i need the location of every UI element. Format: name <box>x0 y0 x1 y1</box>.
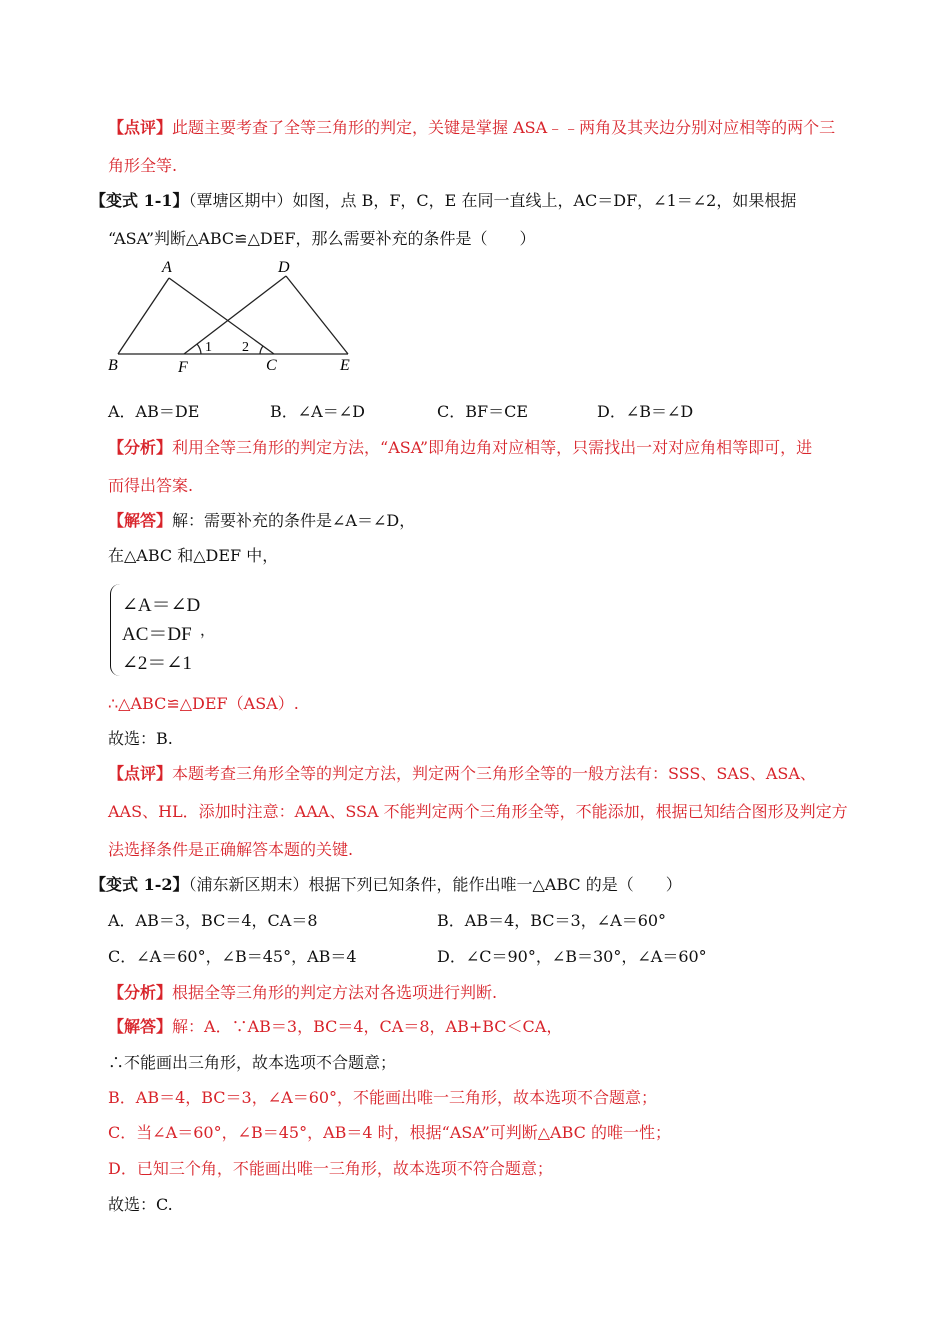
angle-1-label: 1 <box>205 340 212 355</box>
variant-1-2-question-line-1 <box>90 874 682 896</box>
variant-1-1-question-line-1 <box>90 190 796 212</box>
review-text: 本题考查三角形全等的判定方法，判定两个三角形全等的一般方法有：SSS、SAS、ASA、 <box>172 764 816 783</box>
equation-1: ∠A＝∠D <box>122 595 201 616</box>
answer-2-line-4: C．当∠A＝60°，∠B＝45°，AB＝4 时，根据“ASA”可判断△ABC 的唯一性； <box>108 1123 671 1142</box>
answer-text: 解：A．∵AB＝3，BC＝4，CA＝8，AB+BC＜CA， <box>172 1017 563 1036</box>
option-d: D．∠B＝∠D <box>597 402 694 421</box>
analysis-line-2: 而得出答案. <box>108 476 194 495</box>
label-B: B <box>108 357 118 374</box>
option-b: B．∠A＝∠D <box>270 402 365 421</box>
analysis-tag: 【分析】 <box>108 983 173 1002</box>
review-tag: 【点评】 <box>108 118 173 137</box>
option-c-2: C．∠A＝60°，∠B＝45°，AB＝4 <box>108 947 357 966</box>
choice-line-2: 故选：C. <box>108 1195 173 1214</box>
choice-line: 故选：B. <box>108 729 173 748</box>
review-2-line-1 <box>108 763 816 785</box>
option-c: C．BF＝CE <box>437 402 529 421</box>
analysis-2-line-1 <box>108 982 497 1004</box>
answer-tag: 【解答】 <box>108 511 173 530</box>
variant-tag: 【变式 1-2】 <box>90 875 189 894</box>
label-A: A <box>162 259 172 276</box>
variant-tag: 【变式 1-1】 <box>90 191 189 210</box>
option-b-2: B．AB＝4，BC＝3，∠A＝60° <box>437 911 667 930</box>
label-D: D <box>278 259 290 276</box>
triangle-figure <box>102 256 362 376</box>
line-segment-FD <box>184 276 286 354</box>
answer-2-line-3: B．AB＝4，BC＝3，∠A＝60°，不能画出唯一三角形，故本选项不合题意； <box>108 1088 658 1107</box>
review-tag: 【点评】 <box>108 764 173 783</box>
equation-2: AC＝DF <box>122 624 192 645</box>
conclusion-line: ∴△ABC≌△DEF（ASA）. <box>108 694 299 713</box>
review-text: 此题主要考查了全等三角形的判定，关键是掌握 ASA﹣﹣两角及其夹边分别对应相等的两个三 <box>172 118 836 137</box>
line-segment-DE <box>286 276 348 354</box>
line-segment-BA <box>118 278 169 354</box>
equation-comma: ， <box>200 623 216 639</box>
answer-2-line-2: ∴不能画出三角形，故本选项不合题意； <box>108 1053 397 1072</box>
analysis-tag: 【分析】 <box>108 438 173 457</box>
analysis-text: 利用全等三角形的判定方法，“ASA”即角边角对应相等，只需找出一对对应角相等即可，进 <box>172 438 813 457</box>
review-1-line-2: 角形全等. <box>108 156 178 175</box>
angle-2-label: 2 <box>242 340 249 355</box>
analysis-text: 根据全等三角形的判定方法对各选项进行判断. <box>172 983 498 1002</box>
analysis-line-1 <box>108 437 812 459</box>
equation-3: ∠2＝∠1 <box>122 653 192 674</box>
answer-2-line-5: D．已知三个角，不能画出唯一三角形，故本选项不符合题意； <box>108 1159 553 1178</box>
question-text: （浦东新区期末）根据下列已知条件，能作出唯一△ABC 的是（ ） <box>188 875 682 894</box>
label-E: E <box>340 357 350 374</box>
option-a-2: A．AB＝3，BC＝4，CA＝8 <box>108 911 318 930</box>
label-F: F <box>178 359 188 376</box>
variant-1-1-question-line-2: “ASA”判断△ABC≌△DEF，那么需要补充的条件是（ ） <box>108 229 536 248</box>
answer-line-2: 在△ABC 和△DEF 中， <box>108 546 279 565</box>
review-1-line-1 <box>108 117 835 139</box>
answer-line-1 <box>108 510 415 532</box>
review-2-line-2: AAS、HL．添加时注意：AAA、SSA 不能判定两个三角形全等，不能添加，根据已知结合图形及判定方 <box>108 802 848 821</box>
option-d-2: D．∠C＝90°，∠B＝30°，∠A＝60° <box>437 947 707 966</box>
option-a: A．AB＝DE <box>108 402 200 421</box>
answer-2-line-1 <box>108 1016 562 1038</box>
answer-tag: 【解答】 <box>108 1017 173 1036</box>
line-segment-AC <box>169 278 274 354</box>
equation-brace <box>110 584 121 676</box>
question-text: （覃塘区期中）如图，点 B，F，C，E 在同一直线上，AC＝DF，∠1＝∠2，如果根据 <box>188 191 797 210</box>
answer-text: 解：需要补充的条件是∠A＝∠D， <box>172 511 416 530</box>
label-C: C <box>266 357 277 374</box>
angle-1-arc <box>197 344 201 354</box>
review-2-line-3: 法选择条件是正确解答本题的关键. <box>108 840 354 859</box>
angle-2-arc <box>260 346 263 354</box>
